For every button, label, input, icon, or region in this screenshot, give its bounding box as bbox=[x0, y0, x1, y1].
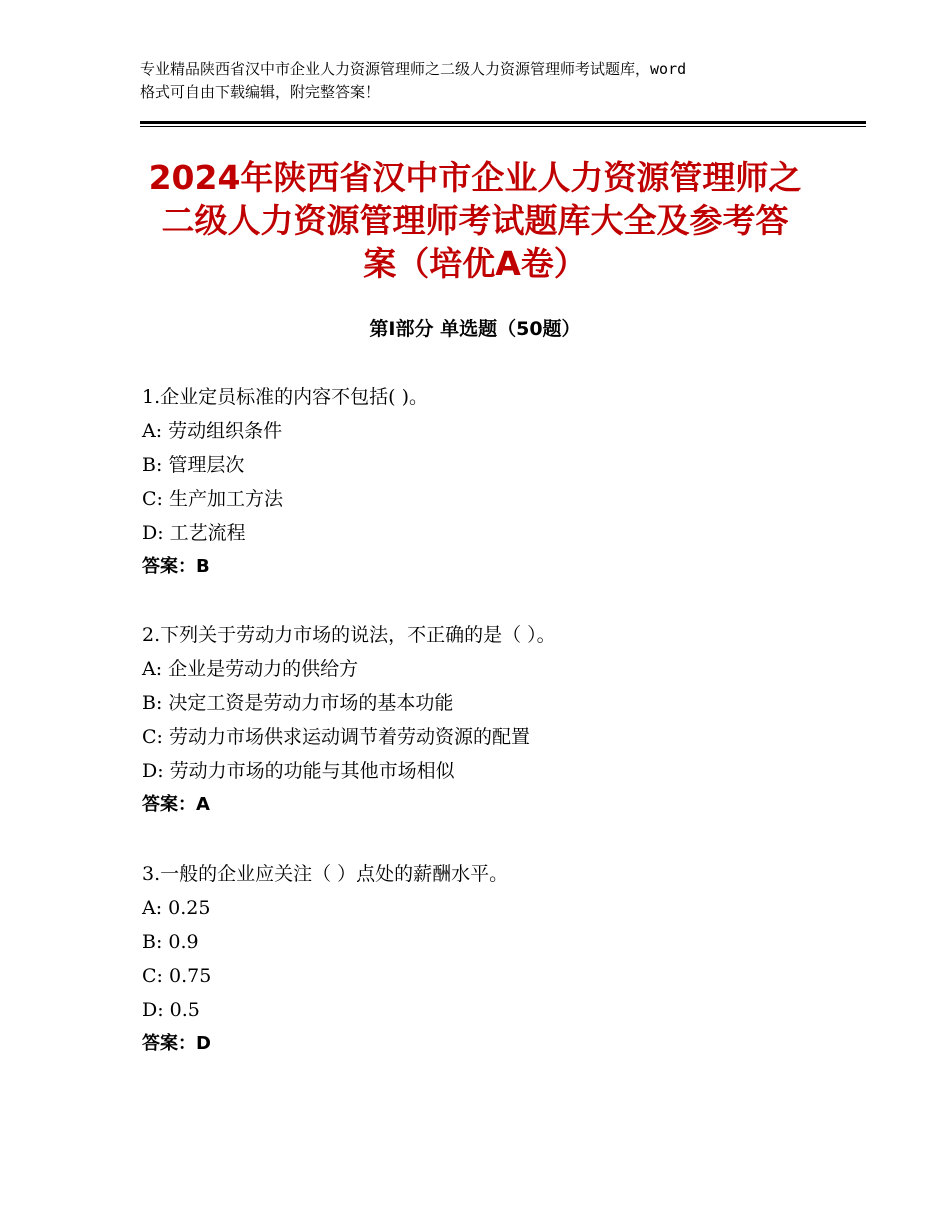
document-title bbox=[110, 156, 840, 285]
answer: 答案：B bbox=[142, 556, 210, 577]
option-c: C: 劳动力市场供求运动调节着劳动资源的配置 bbox=[142, 726, 530, 748]
header-note-line-1: 专业精品陕西省汉中市企业人力资源管理师之二级人力资源管理师考试题库，word bbox=[140, 60, 687, 78]
question-1 bbox=[142, 380, 862, 584]
option-c: C: 生产加工方法 bbox=[142, 488, 283, 510]
question-3 bbox=[142, 857, 862, 1061]
header-note bbox=[140, 58, 820, 104]
question-stem: 1.企业定员标准的内容不包括( )。 bbox=[142, 386, 428, 408]
question-stem: 2.下列关于劳动力市场的说法，不正确的是（ ）。 bbox=[142, 624, 556, 646]
header-divider-thick bbox=[140, 121, 866, 124]
question-stem: 3.一般的企业应关注（ ）点处的薪酬水平。 bbox=[142, 863, 509, 885]
document-title-line-2: 二级人力资源管理师考试题库大全及参考答 bbox=[161, 201, 789, 240]
option-d: D: 0.5 bbox=[142, 999, 200, 1021]
question-2 bbox=[142, 618, 862, 822]
option-d: D: 劳动力市场的功能与其他市场相似 bbox=[142, 760, 455, 782]
option-b: B: 决定工资是劳动力市场的基本功能 bbox=[142, 692, 454, 714]
header-note-line-2: 格式可自由下载编辑，附完整答案！ bbox=[140, 83, 381, 101]
document-title-line-3: 案（培优A卷） bbox=[363, 244, 587, 283]
section-title: 第Ⅰ部分 单选题（50题） bbox=[369, 318, 581, 340]
document-title-line-1: 2024年陕西省汉中市企业人力资源管理师之 bbox=[148, 158, 802, 197]
option-b: B: 管理层次 bbox=[142, 454, 245, 476]
option-a: A: 企业是劳动力的供给方 bbox=[142, 658, 359, 680]
option-d: D: 工艺流程 bbox=[142, 522, 246, 544]
answer: 答案：D bbox=[142, 1033, 211, 1054]
option-c: C: 0.75 bbox=[142, 965, 212, 987]
header-divider-thin bbox=[140, 126, 866, 127]
option-b: B: 0.9 bbox=[142, 931, 199, 953]
option-a: A: 0.25 bbox=[142, 897, 211, 919]
answer: 答案：A bbox=[142, 794, 210, 815]
option-a: A: 劳动组织条件 bbox=[142, 420, 283, 442]
